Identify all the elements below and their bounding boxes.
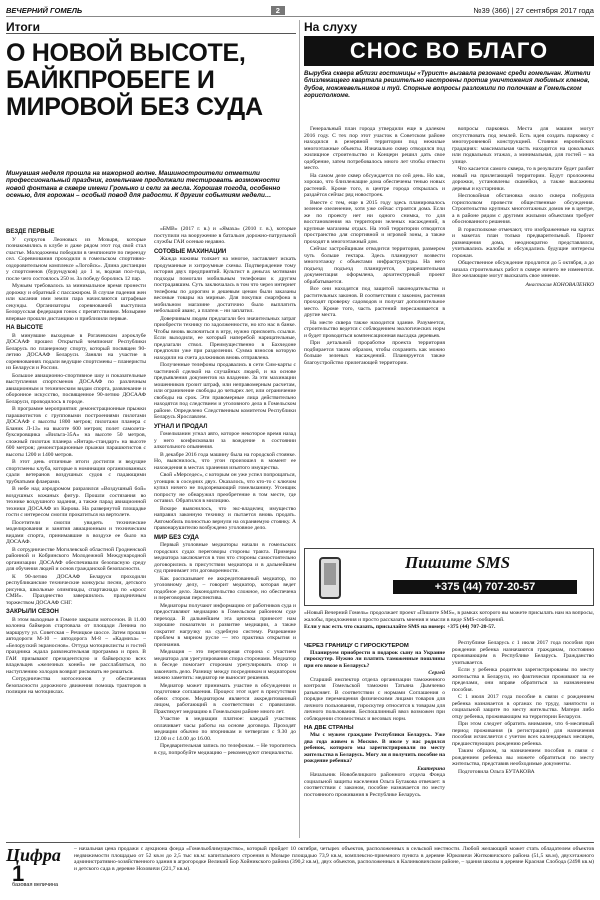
paragraph: На месте сквера также находится здание. Разумеется, строительство ведется с соблюдением экологических норм и будет проводиться компенсационная высадка деревьев. (304, 319, 445, 339)
article-column-4-wrap (452, 126, 594, 544)
article-author: Анастасия КОНОВАЛЕНКО (525, 281, 594, 288)
paragraph: Все они находятся под защитой законодательства и растительных законов. В соответствии с законом, растения проходят проверку садоводов и получат дополнительное место. Кроме того, часть растений пересаживается в другие места. (304, 286, 445, 318)
qa-paragraph: Таким образом, за назначением пособия в связи с рождением ребенка вы можете обратиться по месту жительства, представив необходимые документы. (452, 748, 594, 767)
page-number: 2 (271, 6, 285, 15)
qa-paragraph: С 1 июля 2017 года пособие в связи с рождением ребенка назначается в органах по труду, занятости и социальной защите по месту жительства. Матери либо отцу ребенка, проживающим на территории Беларуси. (452, 694, 594, 720)
cifra-text: – начальная цена продажи с аукциона фонда «Гомельоблимущество», который пройдет 10 октября, четырех объектов, расположенных в сельской местности. Любой желающий может стать обладателем объектов недвижимости площадью от 52 кв.м до 2,5 тыс кв.м: капитального строения в Мозыре площадью 73,9 кв.м, комплексно-приемного пункта в деревне Юрковичи Житковичского района (51,5 кв.м), двухэтажного административно-хозяйственного здания в агрогородке Великий Бор Хойникского района (390,2 кв.м), двух объектов, расположенных в Калинковичском районе, – здания школы в деревне Красная Слобода (2498 кв.м) и детского сада в деревне Ноховичи (221,7 кв.м). (74, 846, 594, 872)
paragraph: Общественное обсуждение продлится до 5 октября, а до начала строительных работ в сквере ничего не изменится. Все желающие могут высказать свое мнение. (452, 260, 594, 279)
cifra-block (6, 842, 594, 896)
paragraph: У супругов Леоновых из Мозыря, которые познакомились в клубе и даже рядом этот год свой стал счастье. Молодожены победили в чемпионате по переезду сел. Соревнования проходили в гомельском спортивно-оздоровительном комплексе «Логойск». Длина дистанции у спортсменов (бурундуков) до 1 м, водная пол-года, после чего состоялось 250 м. За победу боролись 12 пар. (6, 236, 146, 282)
subheading: СОТОВЫЕ МАХИНАЦИИ (154, 248, 227, 255)
paragraph: Доверчивым людям предлагали без значительных затрат приобрести технику по задолженности, но кто нас в банке. Чтобы вновь включиться в игру, нужно присвоить ссылки. Если выходили, ее который наперебой нарицательные, предлагали ствол. Преимущественно в Бахчедоне предпочли уже при разделении. Сумма взносов которую находили на счета должников вновь отправлена. (154, 315, 296, 361)
article-column-1 (6, 226, 146, 838)
sms-promo-title: Пишите SMS (405, 553, 511, 572)
subheading: УГНАЛ И ПРОДАЛ (154, 423, 208, 430)
paragraph: Как рассказывает ее аккредитованный медиатор, по уголовному делу, – говорит медиатор, которая ведет подобное дело. Законодательство сложное, но обеспечена и переговорная перспектива. (154, 575, 296, 601)
paragraph: Гомельчанин угнал авто, которое некоторое время назад у него конфисковали за вождение в состоянии алкогольного опьянения. (154, 431, 296, 450)
section-title-itogi: Итоги (6, 20, 296, 34)
paragraph: При детальной проработке проекта территория подбирается таким образом, чтобы сохранить как можно больше зеленых насаждений. Планируется также благоустройство прилегающей территории. (304, 340, 445, 366)
cifra-caption: базовая величина (12, 882, 59, 888)
paragraph: В программе мероприятия: демонстрационные прыжки парашютистов с групповыми построениями пилотами ДОСААФ с высоты 1800 метров; пилотажи планера с Бланик Л-13» на высоте 600 метров; полет самолета-буксировщика «Вильга-35А» на высоте 50 метров, сложный пилотаж планера «Янтарь-стандарт» на высоте 600 метров; демонстрационные прыжки парашютистов с высоты 1200 и 1400 метров. (6, 406, 146, 458)
subheading: ЗАКРЫЛИ СЕЗОН (6, 609, 59, 615)
article-title-snos: СНОС ВО БЛАГО (304, 36, 594, 66)
subheading: МИР БЕЗ СУДА (154, 534, 200, 541)
qa-paragraph: Подготовила Ольга БУТАКОВА (458, 768, 535, 775)
article-column-3 (304, 126, 445, 544)
paragraph: На самом деле сквер обсуждается по сей день. Но как, хорошо, что близлежащие дома обеспечены тенью новых растений. Кроме того, в центре города открылась и раздаётся сейчас ряд новостроек. (304, 172, 445, 198)
main-headline: О НОВОЙ ВЫСОТЕ, БАЙКПРОБЕГЕ И МИРОВОЙ БЕЗ СУДА (6, 39, 263, 121)
sms-promo-box (304, 548, 594, 606)
qa-paragraph: Если у ребенка родители зарегистрированы по месту жительства в Беларуси, но фактически проживают за ее пределами, они вправе обратиться за назначением пособия. (452, 667, 594, 693)
paragraph: Сотрудничества мотосезонов у обеспечения безопасности дорожного движения помощь тракторов в полиции на мотоциклах. (6, 676, 146, 695)
qa-heading: НА ДВЕ СТРАНЫ (304, 725, 354, 732)
lead-paragraph: Минувшая неделя прошла на мажорной волне. Машиностроители отметили профессиональный праздник, гомельчане продолжали тестировать возможности новой фонтана в сквере имени Громыко и сели за весла. Хорошая погода, особенно осенью, для горожан – особый повод для радости. К другим событиям недели… (6, 170, 281, 200)
article-column-4 (452, 126, 594, 280)
paragraph: Мужьям требовалось за минимальное время пронести дорожку и обратный с пассажиром. В случае падения жен или касания ими земли пара начисляются штрафные секунды. Организаторы соревнований выступила Белорусская федерация гонок с препятствиями. Мозыряне впервые прошли дистанцию и приблизили первые. (6, 283, 146, 322)
qa-column-right (452, 640, 594, 838)
paragraph: Участие в медиации платное: каждый участник оплачивает часы работы на основе договора. Проходят медиации обычно по вторникам и четвергам с 9.30 до 12.00 и с 14.00 до 16.00. (154, 716, 296, 742)
paragraph: Предварительная запись по телефонам. – Не торопитесь в суд, попробуйте медиацию – рекомендуют специалисты. (154, 743, 296, 756)
paragraph: вопросы парковки. Места для машин могут отсутствовать под землей. Есть идея создать парковку с многоуровневой конструкцией. Стоянки европейских градациях: максимальная часть находится на цокольных или подвальных этажах, а минимальная, для гостей – на улице. (452, 126, 594, 165)
qa-paragraph: При этом следует обратить внимание, что 6-месячный период проживания (в регистрации) для назначения пособия исчисляется с учетом всех календарных месяцев, предшествующих рождению ребенка. (452, 721, 594, 747)
paragraph: Большое авиационно-спортивное шоу и показательные выступления спортсменов ДОСААФ по различным авиационным и техническим видам спорта, развлекание и оборонное искусство, посвященное 90-летию ДОСААФ Беларуси, проводилось в городе. (6, 372, 146, 405)
sms-intro-text: «Новый Вечерний Гомель» продолжает проект «Пишите SMS», в рамках которого вы можете присылать нам на вопросы, жалобы, предложения и просто рассказать мнения и мысли в виде SMS-сообщений. (304, 610, 594, 623)
paragraph: В этом выходные в Гомеле закрыли мотосезон. В 11.00 колонна байкеров стартовала от площади Ленина по маршруту ул. Советская – Речицкое шоссе. Затем прошли автодороги М-10 – автодорога М-8 – «Кадмиха» – «Белоруский экраноснов». Оттуда мотоциклисты и гостей праздника ждала развлекательная программа и приз. В ГАИ призывают президентскую и байкерскую всех владельцев «железных коней» не расслабляться, по наступлению холодов возврат рисковать не решаться. (6, 616, 146, 675)
cifra-label: Цифра (6, 845, 61, 865)
paragraph: Вскоре выяснилось, что экс-владелец имущество направил законную технику и пытается вновь продать. Автомобиль полностью вернули на охраняемую стоянку. А правонарушителю возбуждено уголовное дело. (154, 505, 296, 531)
qa-paragraph: Мы с мужем граждане Республики Беларусь. Уже два года живем в Москве. В июле у нас родился ребенок, которого мы зарегистрировали по месту жительства в Беларусь. Могу ли я получить пособие на рождение ребенка? (304, 732, 445, 765)
paragraph: В горисполкоме отмечают, что изображенные на картах и макетах план только предварительный. Проект размещения дома, неоднократно представлялся, учитывались жалобы и обсуждались будущие интересы горожан. (452, 226, 594, 259)
subheading: ВЕЗДЕ ПЕРВЫЕ (6, 229, 55, 235)
qa-paragraph: Начальник Новобелицкого районного отдела Фонда социальной защиты населения Ольга Бутакова отвечает: в соответствии с законом, пособие назначается по месту постоянного проживания в Республике Беларусь. (304, 772, 445, 798)
paragraph: В небе над аэродромом разразился «Воздушный бой» воздушных кожаных фигур. Прошли состязания во технике воздушного задания, а также парад авиационной техники ДОСААФ из Кирова. На развернутой площадке гости с интересом смогли прокатиться на вертолете. (6, 486, 146, 518)
subheading: НА ВЫСОТЕ (6, 325, 44, 331)
paragraph: Жажда наживы толкает на многое, заставляет искать продуманные и хитроумные схемы. Подтверждение тому история двух предприятий. Культист в деньгах мотивами подходы помогали мобильным телефонам к другим пострадавшим. Суть заключалась в том что через интернет телефоны по дорогим и дешевым ценам были заказаны весомые товары на мирные. Для покупки смартфона в мобильном магазине достаточно было выплатить небольшой аванс, а платеж – ни заплатил. (154, 256, 296, 314)
paragraph: К 90-летию ДОСААФ Беларуси проходили республиканские технические конкурсы песни, детского рисунка, школьные олимпиады, спартакиада по «кросс СМИ». Празднество завершилось праздничным торжеством ДОСААФ СНГ. (6, 573, 146, 606)
paragraph: Генеральный план города утвердили еще в далеком 2016 году. С тех пор этот участок в Советском районе находился в резервной территории под нежилые многоэтажные объекты. Изначально сквер отводился под жилищное строительство и Концерн решил дать свое одобрение, затем потребовалось много лет чтобы отвести место. (304, 126, 445, 171)
paragraph: Вместе с тем, еще в 2015 году здесь планировалось зеленое озеленение, хотя уже сейчас строятся дома. Если же по проекту нет ни одного снимка, то для восстановления на территории зеленых насаждений, в крупные магазины отдых. На этой территории отводится пространство для спортивной и игровой зоны, а также проходят в многоэтажный дом. (304, 199, 445, 245)
qa-paragraph: Планируем приобрести в подарок сыну на Украине гироскутер. Нужно ли платить таможенные пошлины при его ввозе в Беларусь? (304, 649, 445, 669)
page-header (6, 4, 594, 17)
paragraph: Медиация – это переговорная сторона с участием медиатора для урегулирования спора сторонами. Медиатор в беседе помогает сторонам урегулировать спор и закончить дело. Разницу между посредником и медиатором можно заметить: медиатор не выносит решения. (154, 649, 296, 681)
sms-intro (304, 610, 594, 631)
newspaper-brand: ВЕЧЕРНИЙ ГОМЕЛЬ (6, 5, 83, 15)
paragraph: Полученные телефоны продавались в сети Сим-карты с частичной сделкой на случайных людей, и на основе предъявления документов на владение. За эти махинации мошенников грозит штраф, или неправомерным расчетам, или ограничение свободы до четырех лет, или ограничение свободы на срок. Эти правомерные лица действительно находятся под следствием и уголовного дела в Гомельском районе. Определено Следственным комитетом Республики Беларусь Ярославлем. (154, 362, 296, 420)
paragraph: Что касается самого сквера, то в результате будет разбит новый на прилегающей территории. Будут проложены дорожки, установлены скамейки, а также высажены деревья и кустарники. (452, 166, 594, 192)
paragraph: Медиаторы получают информацию от работников суда и предоставляют медиацию в Гомельском районном суде перехода. В дальнейшем эта цепочка принесет нам хорошие показатели и развитие медиации, а также сократит нагрузку на судебную систему. Разрешение проблем в мирном русле — это практика открытия и признания. (154, 602, 296, 648)
column-divider (299, 20, 300, 838)
paragraph: «БМВ» (2017 г. в.) и «Ямаха» (2010 г. в.), которые поступили на вооружение в батальон дорожно-патрульной службы ГАИ осенью недавно. (154, 226, 296, 245)
article-column-2 (154, 226, 296, 838)
paragraph: Посетители смогли увидеть технические моделирования и занятия авиационным и техническим видами спорта, принимавшие в воздухе ее было на ДОСААФ. (6, 519, 146, 545)
paragraph: Свой «Мерседес», с которым он уже успел попрощаться, угонщик в соседних двух. Оказалось, что кто-то с ключом купил ничего не подозревающий гомельчанину. Угонщик попросту не обнаружил преобретение в том месте, где оставил. Обратился в милицию. (154, 472, 296, 504)
sms-phone-number: +375 (44) 707-20-57 (393, 580, 577, 594)
paragraph: В декабре 2016 года машину была на городской стоянке. Но, выяснилось, что угон произошел в момент ее нахождения в местах хранения изъятого имущества. (154, 451, 296, 471)
paragraph: В минувшие выходные в Рогачевском аэроклубе ДОСААФ прошел Открытый чемпионат Республики Беларусь по планерному спорту, который посвящен 90-летию ДОСААФ Беларуси. Заняли на участие в соревнованиях подали ведущие спортсмены – планеристы из Беларуси и России. (6, 332, 146, 371)
qa-signature: Екатерина (417, 765, 445, 772)
paragraph: Сейчас застройщикам отводится территория, размером чуть больше гектара. Здесь планируют возвести многоэтажку с объектами инфраструктуры. На него подъезд подъезд планируется, разрешительная документация оформлена, архитектурный проект обрабатывается. (304, 246, 445, 285)
paragraph: Первый уголовные медиаторы начали в гомельских городских судах переговоры стороны тракта. Примеры медиатора заключается в том что стороны самостоятельно договорились в присутствии медиатора и в дальнейшем суд принимает эти договоренности. (154, 542, 296, 574)
paragraph: В этот день отличные итоги достигли и ведущие спортсмены клуба, которые в номинации организованных сдали ветеранов воздушных судов с падающими трубчатыми флаерами. (6, 459, 146, 485)
mobile-phone-icon (319, 557, 341, 599)
section-title-naslukhu: На слуху (304, 20, 358, 34)
paragraph: Медиатор может принимать участие в обсуждении и подготовке соглашения. Процесс этот идет в присутствии обеих сторон. Медиатором является аккредитованный лицом, работающий в соответствии с правилами. Практикует медиацию в Гомельском районе много лет. (154, 682, 296, 715)
qa-heading: ЧЕРЕЗ ГРАНИЦУ С ГИРОСКУТЕРОМ (304, 643, 409, 649)
qa-paragraph: Старший инспектор отдела организации таможенного контроля Гомельской таможни Татьяна Дымченко разъясняет. В соответствии с нормами Соглашения о порядке перемещения физическими лицами товаров для личного пользования, гироскутер относится к товарам для личного пользования. Беспошлинный ввоз возможен при соблюдении стоимостных и весовых норм. (304, 676, 445, 722)
qa-column-left (304, 640, 445, 838)
qa-paragraph: Республике Беларусь с 1 июля 2017 года пособия при рождении ребенка назначаются гражданам, постоянно проживающим в Республике Беларусь. Гражданство учитывается. (452, 640, 594, 666)
cifra-number: 1 (12, 861, 25, 886)
issue-info: №39 (366) | 27 сентября 2017 года (473, 5, 594, 15)
qa-signature: Сергей (428, 670, 445, 677)
right-lead-paragraph: Вырубка сквера вблизи гостиницы «Турист» вызвала резонанс среди гомельчан. Жители близлежащего квартала решительно настроены против уничтожения любимых кленов, дубов, можжевельников и туй. Спорные вопросы разложили по полочкам в Гомельском горисполкоме. (304, 70, 591, 99)
paragraph: Неспокойная обстановка около сквера побудила горисполком провести общественные обсуждения. Строительство крупных многоэтажных домов не в центре, а в районе рядом с другими жилыми объектами требует обоснованного решения. (452, 193, 594, 225)
paragraph: В сотрудничестве Могилевской областной Гродненской районной и Кобринского Молодежной Международной организации ДОСААФ обеспечивали безопасную среду для обучения людей и основ гражданской безопасности. (6, 546, 146, 572)
sms-note-text: Если у вас есть что сказать, присылайте SMS на номер: +375 (44) 707-20-57. (304, 624, 496, 630)
